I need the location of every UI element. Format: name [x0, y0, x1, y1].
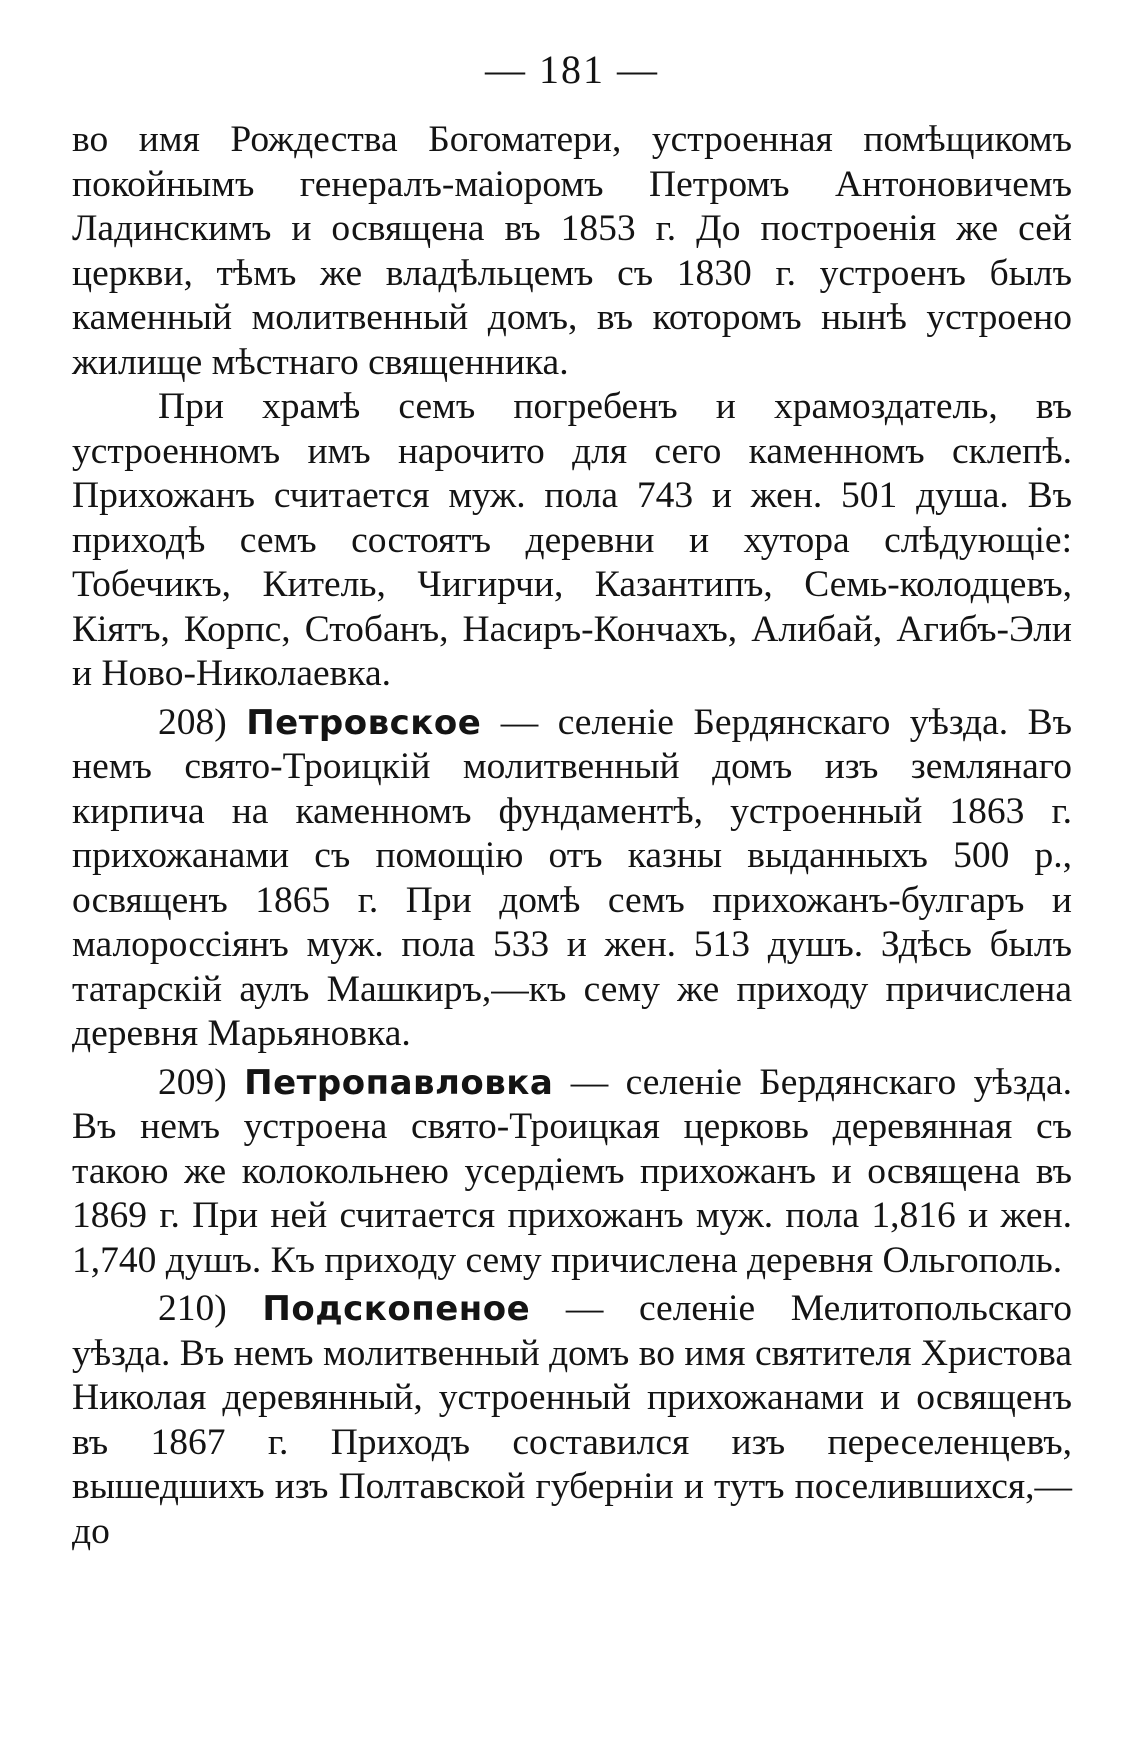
entry-text: — селеніе Бердянскаго уѣзда. Въ немъ свято-Троицкій молитвенный домъ изъ землянаго кирпича на каменномъ фундаментѣ, устроенный 1863 г. прихожанами съ помощію отъ казны выданныхъ 500 р., освященъ 1865 г. При домѣ семъ прихожанъ-булгаръ и малороссіянъ муж. пола 533 и жен. 513 душъ. Здѣсь былъ татарскій аулъ Машкиръ,—къ сему же приходу причислена деревня Марьяновка. — [72, 701, 1073, 1054]
entry-name: Подскопеное — [262, 1289, 531, 1329]
entry-number: 210) — [158, 1288, 227, 1329]
entry-text: — селеніе Мелитопольскаго уѣзда. Въ немъ молитвенный домъ во имя святителя Христова Николая деревянный, устроенный прихожанами и освященъ въ 1867 г. Приходъ составился изъ переселенцевъ, вышедшихъ изъ Полтавской губерніи и тутъ поселившихся,—до — [72, 1288, 1073, 1552]
entry-name: Петровское — [246, 702, 482, 743]
page — [72, 40, 1072, 1554]
paragraph-burial: При храмѣ семъ погребенъ и храмоздатель, въ устроенномъ имъ нарочито для сего каменномъ склепѣ. Прихожанъ считается муж. пола 743 и жен. 501 душа. Въ приходѣ семъ состоятъ деревни и хутора слѣдующіе: Тобечикъ, Китель, Чигирчи, Казантипъ, Семь-колодцевъ, Кіятъ, Корпс, Стобанъ, Насиръ-Кончахъ, Алибай, Агибъ-Эли и Ново-Николаевка. — [72, 386, 1072, 694]
entry-208 — [72, 701, 1072, 1057]
page-number: — 181 — — [485, 47, 659, 92]
entry-number: 208) — [158, 701, 227, 743]
entry-name: Петропавловка — [244, 1062, 554, 1103]
entry-210 — [72, 1287, 1072, 1554]
entry-number: 209) — [158, 1061, 227, 1103]
entry-209 — [72, 1061, 1072, 1284]
paragraph-continuation: во имя Рождества Богоматери, устроенная помѣщикомъ покойнымъ генералъ-маіоромъ Петромъ Антоновичемъ Ладинскимъ и освящена въ 1853 г. До построенія же сей церкви, тѣмъ же владѣльцемъ съ 1830 г. устроенъ былъ каменный молитвенный домъ, въ которомъ нынѣ устроено жилище мѣстнаго священника. — [72, 119, 1072, 383]
entry-text: — селеніе Бердянскаго уѣзда. Въ немъ устроена свято-Троицкая церковь деревянная съ такою же колокольнею усердіемъ прихожанъ и освящена въ 1869 г. При ней считается прихожанъ муж. пола 1,816 и жен. 1,740 душъ. Къ приходу сему причислена деревня Ольгополь. — [72, 1061, 1072, 1281]
body-text — [72, 118, 1072, 1554]
